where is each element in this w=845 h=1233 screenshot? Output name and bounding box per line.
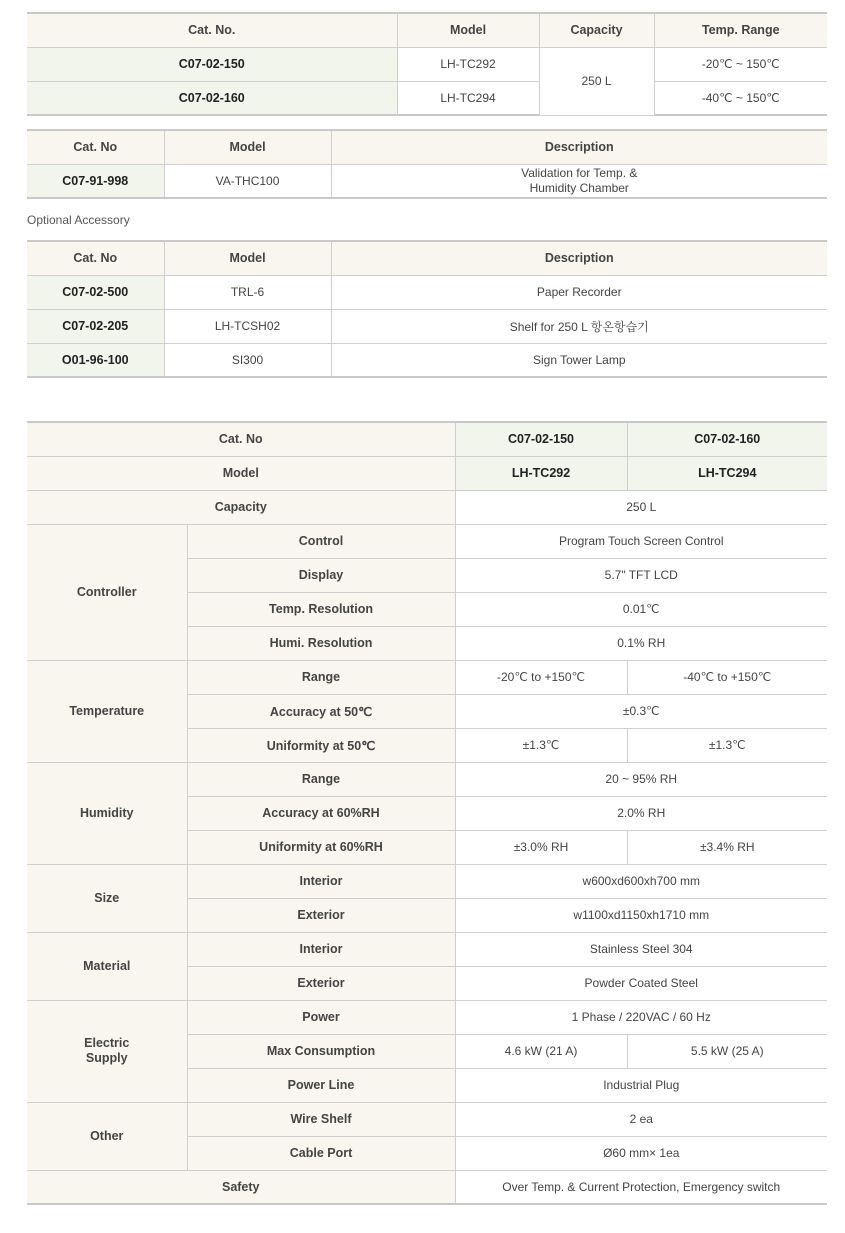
- table-row: [27, 309, 827, 343]
- spec-label: Uniformity at 50℃: [187, 728, 455, 762]
- spec-model-b: LH-TC294: [627, 456, 827, 490]
- spec-group-electric-supply: [27, 1000, 187, 1102]
- col-header-description: Description: [331, 130, 827, 164]
- spec-label: Accuracy at 60%RH: [187, 796, 455, 830]
- spec-row-safety: [27, 1170, 827, 1204]
- validation-table: [27, 129, 827, 199]
- spec-value: 0.01℃: [455, 592, 827, 626]
- spec-group-temperature: Temperature: [27, 660, 187, 762]
- model-cell: LH-TCSH02: [164, 309, 331, 343]
- spec-value-a: -20℃ to +150℃: [455, 660, 627, 694]
- group-label-line: Electric: [84, 1036, 130, 1050]
- cat-no-cell: C07-02-205: [27, 309, 164, 343]
- spec-row-cat-no: [27, 422, 827, 456]
- spec-group-other: Other: [27, 1102, 187, 1170]
- model-cell: VA-THC100: [164, 164, 331, 198]
- temp-range-cell: -40℃ ~ 150℃: [654, 81, 827, 115]
- col-header-temp-range: Temp. Range: [654, 13, 827, 47]
- spec-group-material: Material: [27, 932, 187, 1000]
- spec-cat-b: C07-02-160: [627, 422, 827, 456]
- model-cell: LH-TC294: [397, 81, 539, 115]
- spec-group-size: Size: [27, 864, 187, 932]
- spec-row: [27, 1102, 827, 1136]
- spec-label: Interior: [187, 864, 455, 898]
- spec-label: Humi. Resolution: [187, 626, 455, 660]
- model-cell: LH-TC292: [397, 47, 539, 81]
- spec-label: Interior: [187, 932, 455, 966]
- table-header-row: [27, 130, 827, 164]
- spec-value: 1 Phase / 220VAC / 60 Hz: [455, 1000, 827, 1034]
- model-cell: TRL-6: [164, 275, 331, 309]
- temp-range-cell: -20℃ ~ 150℃: [654, 47, 827, 81]
- spec-label: Exterior: [187, 898, 455, 932]
- table-row: [27, 343, 827, 377]
- specification-table: [27, 421, 827, 1205]
- spec-model-a: LH-TC292: [455, 456, 627, 490]
- optional-accessory-label: Optional Accessory: [27, 213, 130, 227]
- accessory-table: [27, 240, 827, 378]
- spec-group-controller: Controller: [27, 524, 187, 660]
- spec-row: [27, 1000, 827, 1034]
- spec-group-humidity: Humidity: [27, 762, 187, 864]
- model-cell: SI300: [164, 343, 331, 377]
- spec-label: Accuracy at 50℃: [187, 694, 455, 728]
- spec-value: w1100xd1150xh1710 mm: [455, 898, 827, 932]
- cat-no-cell: O01-96-100: [27, 343, 164, 377]
- spec-label: Wire Shelf: [187, 1102, 455, 1136]
- spec-label: Capacity: [27, 490, 455, 524]
- cat-no-cell: C07-91-998: [27, 164, 164, 198]
- spec-label: Temp. Resolution: [187, 592, 455, 626]
- spec-label: Uniformity at 60%RH: [187, 830, 455, 864]
- cat-no-cell: C07-02-160: [27, 81, 397, 115]
- spec-row-capacity: [27, 490, 827, 524]
- spec-value: Industrial Plug: [455, 1068, 827, 1102]
- spec-value-b: 5.5 kW (25 A): [627, 1034, 827, 1068]
- description-line: Humidity Chamber: [529, 180, 629, 195]
- description-line: Validation for Temp. &: [521, 165, 638, 180]
- product-overview-table: [27, 12, 827, 116]
- spec-label: Model: [27, 456, 455, 490]
- spec-row: [27, 660, 827, 694]
- table-header-row: [27, 13, 827, 47]
- spec-value: 2 ea: [455, 1102, 827, 1136]
- description-cell: Shelf for 250 L 항온항습기: [331, 309, 827, 343]
- col-header-description: Description: [331, 241, 827, 275]
- spec-value: Program Touch Screen Control: [455, 524, 827, 558]
- spec-row: [27, 864, 827, 898]
- spec-value-b: -40℃ to +150℃: [627, 660, 827, 694]
- spec-value: Powder Coated Steel: [455, 966, 827, 1000]
- spec-value: 250 L: [455, 490, 827, 524]
- spec-row: [27, 762, 827, 796]
- spec-value: 2.0% RH: [455, 796, 827, 830]
- spec-value: Stainless Steel 304: [455, 932, 827, 966]
- group-label-line: Supply: [85, 1051, 128, 1065]
- cat-no-cell: C07-02-500: [27, 275, 164, 309]
- spec-value-a: ±1.3℃: [455, 728, 627, 762]
- spec-row: [27, 932, 827, 966]
- spec-value: ±0.3℃: [455, 694, 827, 728]
- spec-value: Ø60 mm× 1ea: [455, 1136, 827, 1170]
- description-cell: Paper Recorder: [331, 275, 827, 309]
- capacity-cell: 250 L: [539, 47, 654, 115]
- col-header-model: Model: [164, 241, 331, 275]
- table-row: [27, 47, 827, 81]
- cat-no-cell: C07-02-150: [27, 47, 397, 81]
- col-header-capacity: Capacity: [539, 13, 654, 47]
- spec-label: Range: [187, 660, 455, 694]
- spec-value: 0.1% RH: [455, 626, 827, 660]
- spec-value: Over Temp. & Current Protection, Emergency switch: [455, 1170, 827, 1204]
- spec-label: Power: [187, 1000, 455, 1034]
- table-row: [27, 275, 827, 309]
- col-header-cat-no: Cat. No: [27, 241, 164, 275]
- col-header-model: Model: [397, 13, 539, 47]
- spec-row: [27, 524, 827, 558]
- spec-label: Display: [187, 558, 455, 592]
- spec-label: Exterior: [187, 966, 455, 1000]
- spec-value-a: ±3.0% RH: [455, 830, 627, 864]
- spec-value: 5.7" TFT LCD: [455, 558, 827, 592]
- spec-label: Max Consumption: [187, 1034, 455, 1068]
- spec-label: Cable Port: [187, 1136, 455, 1170]
- description-cell: [331, 164, 827, 198]
- description-cell: Sign Tower Lamp: [331, 343, 827, 377]
- spec-label: Power Line: [187, 1068, 455, 1102]
- spec-cat-a: C07-02-150: [455, 422, 627, 456]
- spec-value-b: ±3.4% RH: [627, 830, 827, 864]
- spec-row-model: [27, 456, 827, 490]
- spec-label: Cat. No: [27, 422, 455, 456]
- table-row: [27, 81, 827, 115]
- spec-value-b: ±1.3℃: [627, 728, 827, 762]
- spec-value: 20 ~ 95% RH: [455, 762, 827, 796]
- spec-label: Safety: [27, 1170, 455, 1204]
- spec-label: Range: [187, 762, 455, 796]
- col-header-cat-no: Cat. No: [27, 130, 164, 164]
- spec-label: Control: [187, 524, 455, 558]
- table-header-row: [27, 241, 827, 275]
- col-header-cat-no: Cat. No.: [27, 13, 397, 47]
- spec-value-a: 4.6 kW (21 A): [455, 1034, 627, 1068]
- col-header-model: Model: [164, 130, 331, 164]
- spec-value: w600xd600xh700 mm: [455, 864, 827, 898]
- table-row: [27, 164, 827, 198]
